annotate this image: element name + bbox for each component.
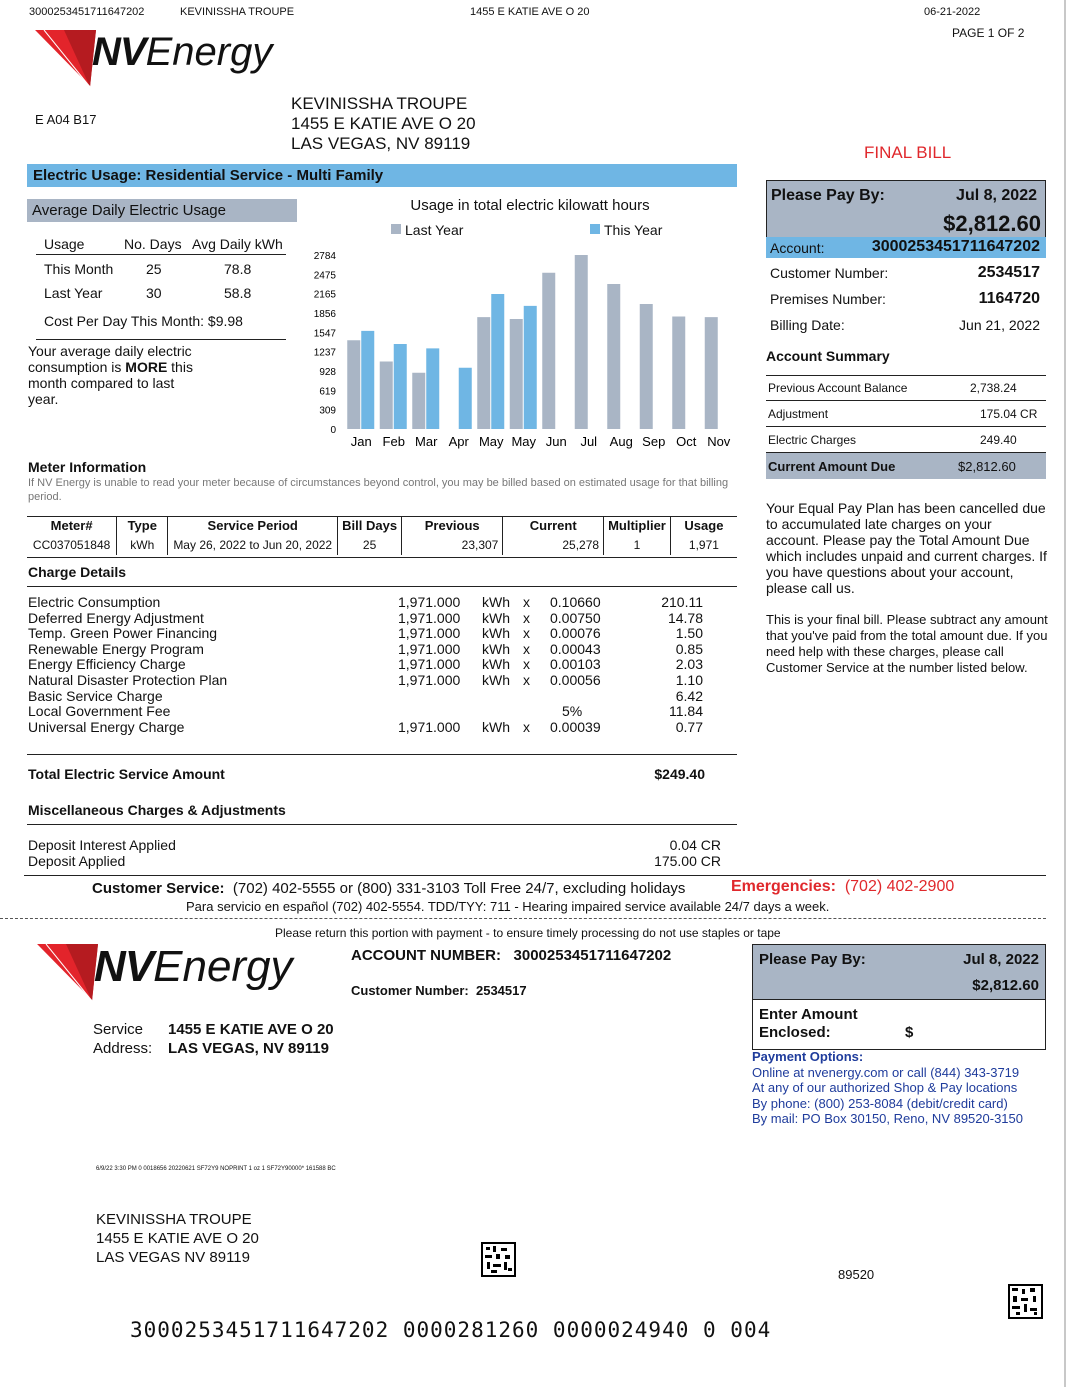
charge-unit: kWh [482, 640, 510, 657]
charge-rate: 0.00103 [550, 656, 601, 673]
charge-heading: Charge Details [28, 564, 127, 580]
spanish-service-line: Para servicio en español (702) 402-5554. TDD/TYY: 711 - Hearing impaired service available 24/7 days a week. [186, 899, 830, 914]
stub-customer-number: Customer Number: 2534517 [351, 983, 527, 998]
charge-x: x [523, 672, 530, 688]
meter-col-header: Bill Days [338, 516, 402, 535]
y-tick-label: 2475 [313, 270, 336, 282]
meter-heading: Meter Information [28, 459, 147, 475]
charge-row [28, 688, 708, 704]
header-account-id: 300025345171164720​2 [29, 6, 145, 18]
charge-row [28, 610, 708, 626]
meter-note: If NV Energy is unable to read your meter because of circumstances beyond control, you may be billed based on estimated usage for that billing period. [28, 477, 729, 503]
meter-cell: kWh [117, 535, 168, 555]
charge-rate: 0.00076 [550, 625, 601, 642]
bar-last-year [477, 317, 490, 429]
usage-comparison-note: Your average daily electric consumption is MORE this month compared to last year. [28, 343, 193, 407]
x-tick-label: Apr [448, 434, 469, 449]
summary-row: Adjustment 175.04 CR [766, 401, 1046, 427]
stub-account-number: ACCOUNT NUMBER: 3000253451711647202 [351, 947, 672, 964]
charge-x: x [523, 594, 530, 610]
x-tick-label: Jan [350, 434, 372, 449]
barcode-2d-icon [481, 1242, 516, 1277]
charge-amount: 6.42 [675, 687, 703, 704]
stub-mailing-address: KEVINISSHA TROUPE 1455 E KATIE AVE O 20 LAS VEGAS NV 89119 [96, 1211, 259, 1266]
bar-this-year [459, 368, 472, 429]
misc-item-amount: 0.04 CR [669, 837, 721, 853]
payment-option: At any of our authorized Shop & Pay locations [752, 1080, 1018, 1095]
x-tick-label: Aug [609, 434, 633, 449]
stub-service-address: 1455 E KATIE AVE O 20 LAS VEGAS, NV 89119 [168, 1021, 334, 1057]
charge-name: Universal Energy Charge [28, 718, 185, 735]
nv-energy-logo-stub: NVEnergy [36, 944, 296, 1004]
stub-pay-box: Please Pay By: Jul 8, 2022 $2,812.60 Enter Amount Enclosed: $ [752, 944, 1046, 1050]
x-tick-label: May [511, 434, 537, 449]
customer-number-label: Customer Number: [770, 265, 889, 281]
charge-x: x [523, 656, 530, 673]
charge-name: Natural Disaster Protection Plan [28, 672, 228, 688]
return-note: Please return this portion with payment - to ensure timely processing do not use staples or tape [275, 926, 781, 940]
avg-usage-table: Usage No. Days Avg Daily kWh This Month 25 78.8 Last Year 30 58.8 Cost Per Day This Month: $9.98 [36, 234, 286, 340]
premises-number-label: Premises Number: [770, 291, 886, 307]
stub-service-label: Service Address: [93, 1021, 153, 1057]
usage-bar-chart [300, 197, 740, 455]
charge-rate: 0.00056 [550, 672, 601, 688]
header-address: 1455 E KATIE AVE O 20 [470, 6, 590, 18]
bar-this-year [491, 294, 504, 429]
account-number: 3000253451711647202 [871, 238, 1040, 255]
usage-section-title: Electric Usage: Residential Service - Multi Family [27, 164, 737, 187]
charge-row [28, 719, 708, 735]
charge-unit: kWh [482, 609, 510, 626]
charge-name: Renewable Energy Program [28, 640, 204, 657]
bar-last-year [510, 319, 523, 429]
emergencies-line: Emergencies: (702) 402-2900 [731, 878, 955, 895]
charge-unit: kWh [482, 718, 510, 735]
ocr-scan-line: 3000253451711647202 0000281260 0000024940 0 004 [130, 1318, 772, 1342]
charge-name: Deferred Energy Adjustment [28, 609, 204, 626]
y-tick-label: 928 [319, 367, 336, 378]
meter-cell: 1 [604, 535, 671, 555]
charge-amount: 1.50 [675, 625, 703, 642]
x-tick-label: Oct [676, 434, 697, 449]
bar-this-year [361, 331, 374, 429]
charge-amount: 11.84 [669, 703, 703, 720]
charge-row [28, 656, 708, 672]
charge-qty: 1,971.000 [398, 625, 461, 642]
y-tick-label: 1856 [313, 309, 336, 320]
payment-options: Payment Options: Online at nvenergy.com or call (844) 343-3719 At any of our authorized Shop & Pay locations By phone: (800) 253-8084 (debit/credit card) By mail: PO Box 30150, Reno, NV 89520-3150 [752, 1049, 1023, 1126]
charge-unit: kWh [482, 672, 510, 688]
route-code: E A04 B17 [35, 112, 97, 127]
misc-heading: Miscellaneous Charges & Adjustments [28, 802, 286, 818]
charge-x: x [523, 640, 530, 657]
charge-rate: 0.00043 [550, 640, 601, 657]
y-tick-label: 2784 [313, 251, 336, 262]
bar-last-year [412, 373, 425, 429]
meter-cell: CC037051848 [32, 538, 111, 552]
charge-name: Energy Efficiency Charge [28, 656, 186, 673]
bar-last-year [607, 284, 620, 429]
avg-usage-title: Average Daily Electric Usage [27, 199, 297, 222]
final-bill-label: FINAL BILL [864, 143, 952, 162]
summary-row: Previous Account Balance 2,738.24 [766, 375, 1046, 401]
bar-last-year [705, 317, 718, 429]
charge-name: Electric Consumption [28, 594, 161, 610]
meter-cell: May 26, 2022 to Jun 20, 2022 [168, 535, 338, 555]
charge-amount: 2.03 [675, 656, 703, 673]
final-bill-message: This is your final bill. Please subtract any amount that you've paid from the total amount due. If you need help with these charges, please call Customer Service at the number listed below. [766, 612, 1048, 675]
charge-qty: 1,971.000 [398, 594, 461, 610]
charge-rate: 0.00750 [550, 609, 601, 626]
charge-unit: kWh [482, 594, 510, 610]
chart-title: Usage in total electric kilowatt hours [410, 197, 650, 214]
bar-last-year [542, 273, 555, 429]
charge-amount: 0.85 [675, 640, 703, 657]
premises-number: 1164720 [978, 290, 1040, 307]
charge-rate: 0.00039 [550, 718, 601, 735]
payment-option: By mail: PO Box 30150, Reno, NV 89520-3150 [752, 1111, 1023, 1126]
charge-qty: 1,971.000 [398, 672, 461, 688]
x-tick-label: Jun [545, 434, 567, 449]
summary-row: Electric Charges 249.40 [766, 427, 1046, 453]
total-electric-value: $249.40 [654, 766, 705, 782]
charge-row [28, 641, 708, 657]
amount-due: $2,812.60 [943, 211, 1041, 236]
charge-row [28, 672, 708, 688]
tear-line [0, 918, 1046, 919]
charge-qty: 1,971.000 [398, 656, 461, 673]
stub-zip: 89520 [838, 1267, 875, 1282]
x-tick-label: May [478, 434, 504, 449]
customer-service-line: Customer Service: (702) 402-5555 or (800) 331-3103 Toll Free 24/7, excluding holidays [92, 880, 686, 897]
meter-col-header: Previous [402, 516, 503, 535]
bar-this-year [524, 306, 537, 429]
meter-col-header: Service Period [168, 516, 338, 535]
pay-by-label: Please Pay By: [771, 187, 885, 204]
bar-last-year [380, 362, 393, 430]
charge-unit: kWh [482, 656, 510, 673]
current-amount-due-row: Current Amount Due $2,812.60 [766, 453, 1046, 479]
bar-last-year [575, 255, 588, 429]
charge-amount: 0.77 [675, 718, 703, 735]
meter-cell: 25,278 [503, 535, 604, 555]
meter-cell: 1,971 [670, 535, 737, 555]
x-tick-label: Jul [580, 434, 598, 449]
x-tick-label: Nov [707, 434, 731, 449]
y-tick-label: 1547 [313, 328, 336, 340]
legend-this-year: This Year [604, 222, 663, 238]
misc-item-name: Deposit Interest Applied [28, 837, 176, 853]
misc-item-amount: 175.00 CR [654, 853, 721, 869]
bar-last-year [347, 340, 360, 429]
print-code: 6/9/22 3:30 PM 0 0018656 20220621 SF72Y9 NOPRINT 1 oz 1 SF72Y90000* 161588 BC [96, 1166, 336, 1172]
charge-amount: 210.11 [661, 594, 703, 610]
barcode-2d-icon [1008, 1284, 1043, 1319]
charge-x: x [523, 718, 530, 735]
bar-last-year [672, 317, 685, 430]
payment-option: By phone: (800) 253-8084 (debit/credit card) [752, 1095, 1008, 1111]
page-number: PAGE 1 OF 2 [952, 26, 1025, 40]
billing-date-label: Billing Date: [770, 317, 845, 333]
account-summary-heading: Account Summary [766, 348, 890, 364]
nv-energy-logo: NVEnergy [34, 30, 284, 90]
charge-x: x [523, 625, 530, 642]
meter-col-header: Meter# [50, 518, 93, 533]
y-tick-label: 0 [330, 425, 336, 436]
charge-name: Basic Service Charge [28, 687, 163, 704]
charge-row [28, 703, 708, 719]
y-tick-label: 2165 [313, 289, 336, 301]
bar-this-year [426, 348, 439, 429]
equal-pay-message: Your Equal Pay Plan has been cancelled due to accumulated late charges on your account. Please pay the Total Amount Due which includes unpaid and current charges. If you have questions about your account, please call us. [766, 500, 1047, 596]
meter-col-header: Type [117, 516, 168, 535]
y-tick-label: 1237 [313, 347, 336, 359]
meter-col-header: Multiplier [604, 516, 671, 535]
bar-last-year [640, 304, 653, 429]
pay-by-date: Jul 8, 2022 [956, 187, 1037, 204]
y-tick-label: 619 [319, 386, 336, 398]
mailing-address: KEVINISSHA TROUPE 1455 E KATIE AVE O 20 LAS VEGAS, NV 89119 [291, 94, 476, 153]
total-electric-label: Total Electric Service Amount [28, 766, 225, 782]
charge-amount: 1.10 [675, 672, 703, 688]
x-tick-label: Mar [415, 434, 438, 449]
meter-table [27, 516, 737, 555]
charge-x: x [523, 609, 530, 626]
charge-qty: 1,971.000 [398, 609, 461, 626]
bar-this-year [394, 344, 407, 429]
amount-enclosed-field[interactable]: $ [905, 1024, 914, 1041]
customer-number: 2534517 [977, 264, 1040, 281]
charge-name: Temp. Green Power Financing [28, 625, 218, 642]
charge-amount: 14.78 [667, 609, 703, 626]
header-date: 06-21-2022 [924, 6, 981, 18]
meter-col-header: Current [503, 516, 604, 535]
usage-chart [300, 197, 740, 455]
charge-row [28, 594, 708, 610]
charge-rate: 0.10660 [550, 594, 601, 610]
charge-rate: 5% [562, 703, 583, 720]
meter-col-header: Usage [670, 516, 737, 535]
charge-unit: kWh [482, 625, 510, 642]
x-tick-label: Feb [382, 434, 405, 449]
legend-last-year: Last Year [405, 222, 464, 238]
charge-row [28, 625, 708, 641]
enter-amount-label: Enter Amount Enclosed: [759, 1006, 858, 1041]
charge-qty: 1,971.000 [398, 640, 461, 657]
y-tick-label: 309 [319, 405, 336, 417]
charge-name: Local Government Fee [28, 703, 171, 720]
misc-item-name: Deposit Applied [28, 853, 126, 869]
x-tick-label: Sep [642, 434, 666, 449]
charge-qty: 1,971.000 [398, 718, 461, 735]
meter-cell: 23,307 [402, 535, 503, 555]
billing-date: Jun 21, 2022 [959, 317, 1040, 333]
meter-cell: 25 [338, 535, 402, 555]
header-customer-name: KEVINISSHA TROUPE [180, 6, 295, 18]
account-row: Account: 3000253451711647202 [766, 237, 1046, 258]
payment-option: Online at nvenergy.com or call (844) 343-3719 [752, 1064, 1020, 1080]
